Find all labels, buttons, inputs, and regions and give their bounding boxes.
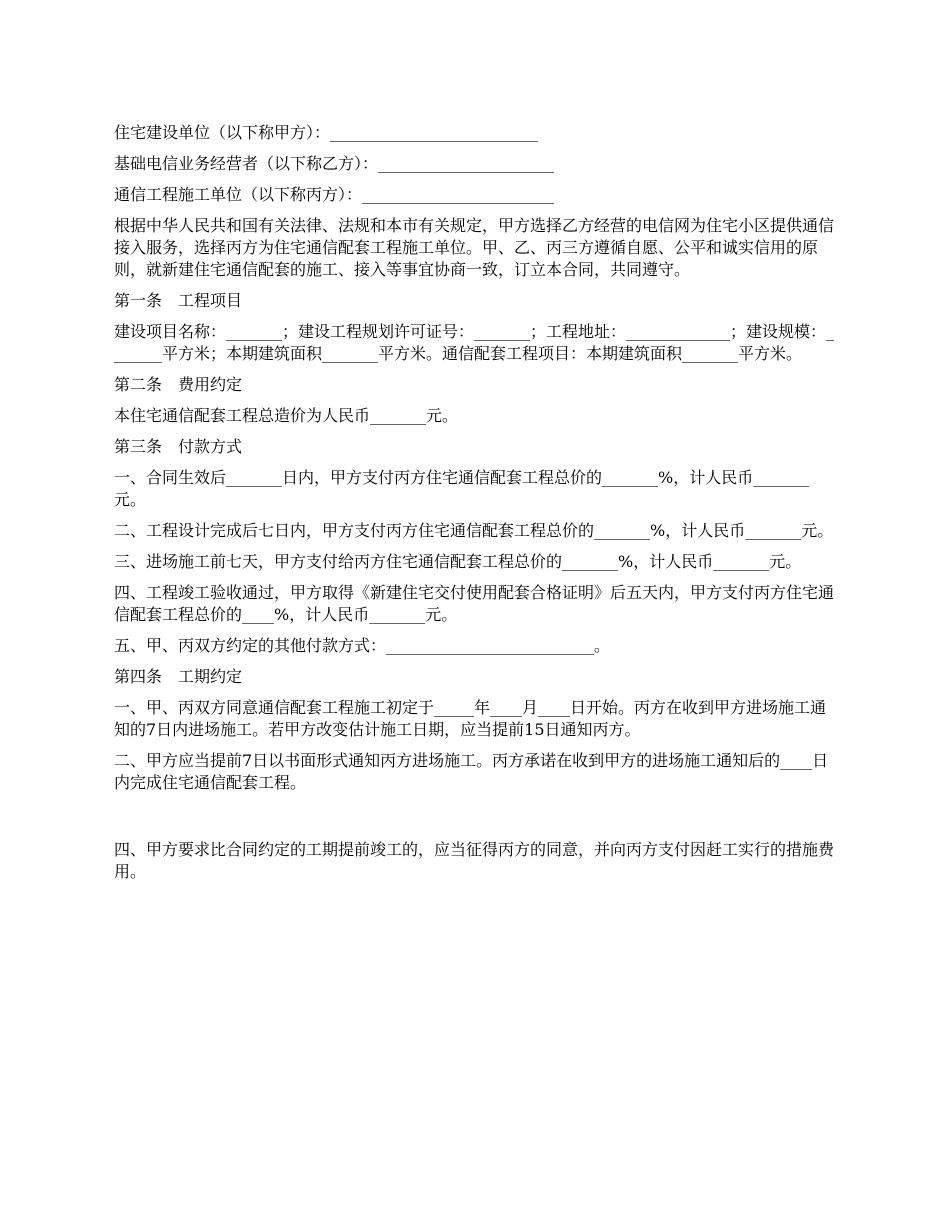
article-4-item-1: 一、甲、丙双方同意通信配套工程施工初定于_____年____月____日开始。丙方在收到甲方进场施工通知的7日内进场施工。若甲方改变估计施工日期，应当提前15日通知丙方。 — [114, 698, 827, 739]
party-c-line: 通信工程施工单位（以下称丙方）：________________________ — [114, 185, 555, 204]
party-a-line: 住宅建设单位（以下称甲方）：__________________________ — [114, 123, 539, 142]
party-b-line: 基础电信业务经营者（以下称乙方）：______________________ — [114, 154, 555, 173]
article-4-heading: 第四条 工期约定 — [114, 667, 243, 686]
article-3-item-2: 二、工程设计完成后七日内，甲方支付丙方住宅通信配套工程总价的_______%，计人民币_______元。 — [114, 521, 834, 540]
article-3-item-4: 四、工程竣工验收通过，甲方取得《新建住宅交付使用配套合格证明》后五天内，甲方支付丙方住宅通信配套工程总价的____%，计人民币_______元。 — [114, 583, 835, 624]
article-3-heading: 第三条 付款方式 — [114, 437, 243, 456]
preamble-paragraph: 根据中华人民共和国有关法律、法规和本市有关规定，甲方选择乙方经营的电信网为住宅小区提供通信接入服务，选择丙方为住宅通信配套工程施工单位。甲、乙、丙三方遵循自愿、公平和诚实信用的原则，就新建住宅通信配套的施工、接入等事宜协商一致，订立本合同，共同遵守。 — [114, 216, 835, 279]
article-4-item-2: 二、甲方应当提前7日以书面形式通知丙方进场施工。丙方承诺在收到甲方的进场施工通知后的____日内完成住宅通信配套工程。 — [114, 751, 829, 792]
contract-body — [114, 122, 840, 892]
article-3-item-5: 五、甲、丙双方约定的其他付款方式：__________________________。 — [114, 636, 611, 655]
article-1-heading: 第一条 工程项目 — [114, 291, 243, 310]
article-3-item-3: 三、进场施工前七天，甲方支付给丙方住宅通信配套工程总价的_______%，计人民币_______元。 — [114, 552, 802, 571]
article-1-body: 建设项目名称：_______；建设工程规划许可证号：_______；工程地址：_____________；建设规模：_______平方米；本期建筑面积_______平方米。通信配套工程项目：本期建筑面积_______平方米。 — [114, 322, 835, 363]
blank-gap — [114, 803, 840, 839]
article-2-heading: 第二条 费用约定 — [114, 375, 243, 394]
article-3-item-1: 一、合同生效后_______日内，甲方支付丙方住宅通信配套工程总价的_______%，计人民币_______元。 — [114, 468, 810, 509]
article-4-item-4: 四、甲方要求比合同约定的工期提前竣工的，应当征得丙方的同意，并向丙方支付因赶工实行的措施费用。 — [114, 840, 835, 881]
article-2-body: 本住宅通信配套工程总造价为人民币_______元。 — [114, 406, 459, 425]
